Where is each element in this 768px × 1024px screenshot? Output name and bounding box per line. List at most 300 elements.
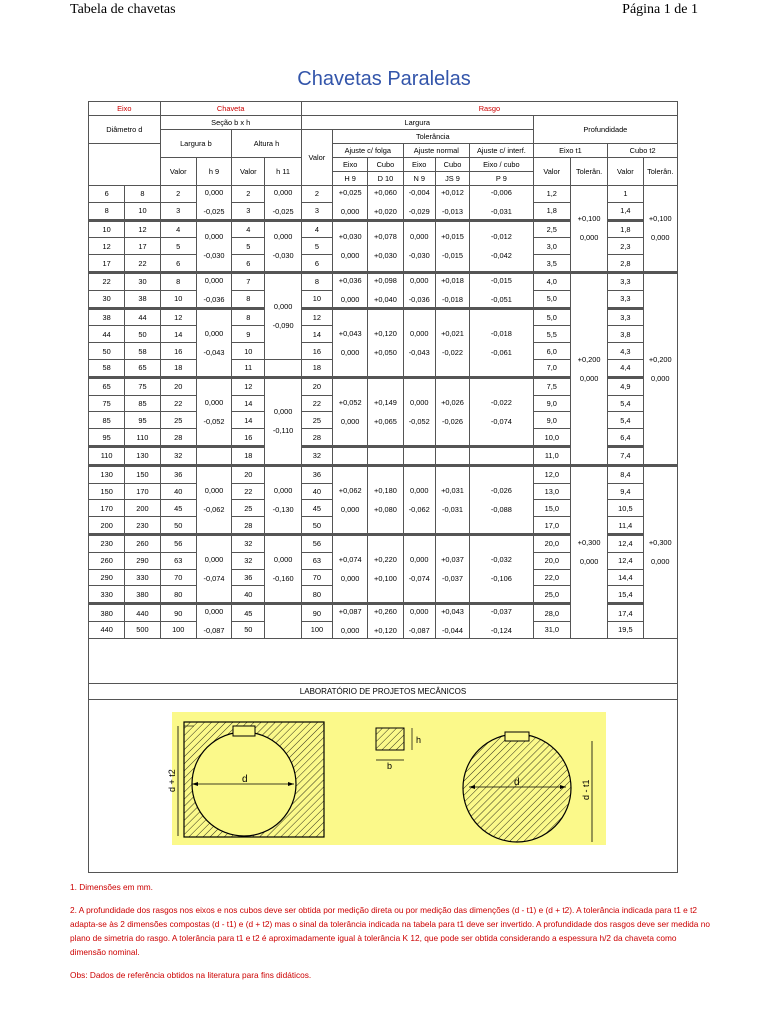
diameter-to: 130 [125,446,160,465]
tol-n9 [403,220,435,272]
header-largura-b: Largura b [160,130,232,158]
tol-js9 [435,220,469,272]
tol-n9-upper: 0,000 [409,276,429,286]
key-height-h: 5 [232,238,265,255]
header-valor-rasgo: Valor [301,130,332,186]
key-width-b: 56 [160,534,196,552]
diameter-from: 38 [89,308,125,326]
tol-h11-empty [265,604,301,639]
tol-p9-lower: -0,031 [490,207,512,217]
tol-p9-lower: -0,106 [490,574,512,584]
tol-js9-upper: +0,031 [441,485,464,495]
tol-h9-lower: -0,074 [203,574,225,584]
tol-p9-upper: -0,012 [490,232,512,242]
slot-width: 6 [301,255,332,273]
depth-t1: 2,5 [533,220,570,238]
header-P9: P 9 [470,172,534,186]
tol-t1-lower: 0,000 [579,373,599,383]
header-h11: h 11 [265,158,301,186]
key-height-h: 9 [232,326,265,343]
key-width-b: 36 [160,465,196,483]
diameter-to: 500 [125,621,160,638]
tol-p9-lower: -0,051 [490,295,512,305]
tol-js9-upper: +0,026 [441,397,464,407]
tol-p9 [470,308,534,377]
tol-d10-lower: +0,050 [374,347,397,357]
tol-h11-lower: -0,030 [272,251,294,261]
diameter-to: 330 [125,569,160,586]
diameter-from: 95 [89,429,125,447]
tol-d10-lower: +0,065 [374,416,397,426]
diameter-from: 380 [89,604,125,622]
diameter-from: 17 [89,255,125,273]
page-number: Página 1 de 1 [622,2,698,17]
key-width-b: 8 [160,272,196,290]
key-height-h: 28 [232,517,265,535]
depth-t1: 13,0 [533,483,570,500]
tol-h9 [333,534,368,603]
tol-h11-lower: -0,130 [272,504,294,514]
drawing-panel [167,712,606,845]
header-diametro: Diâmetro d [89,116,161,144]
depth-t1: 3,5 [533,255,570,273]
tol-h9 [333,465,368,534]
tol-h11-empty [265,359,301,377]
diameter-to: 38 [125,290,160,308]
page-title: Chavetas Paralelas [297,68,471,90]
slot-width: 80 [301,586,332,604]
header-tolerancia: Tolerância [333,130,534,144]
tol-h9-upper: +0,043 [338,328,362,338]
tol-t1-lower: 0,000 [579,557,599,567]
depth-t1: 31,0 [533,621,570,638]
tol-h9-lower: 0,000 [340,626,360,636]
tol-h9-upper: 0,000 [204,232,224,242]
label-hub-d: d [242,774,248,785]
depth-t1: 20,0 [533,534,570,552]
depth-t2: 1,8 [608,220,643,238]
tol-d10-upper: +0,260 [374,607,397,617]
tol-h9-upper: +0,036 [338,276,362,286]
header-eixo-folga: Eixo [333,158,368,172]
tol-js9-upper: +0,043 [441,607,464,617]
depth-t2: 19,5 [608,621,643,638]
tol-js9-lower: -0,022 [442,347,463,357]
diameter-from: 130 [89,465,125,483]
depth-t1: 20,0 [533,552,570,569]
label-b: b [387,761,393,771]
tol-h9-lower: -0,043 [203,347,225,357]
header-eixo: Eixo [89,102,161,116]
slot-width: 100 [301,621,332,638]
key-width-b: 63 [160,552,196,569]
diameter-from: 260 [89,552,125,569]
key-width-b: 90 [160,604,196,622]
slot-width: 50 [301,517,332,535]
diameter-from: 170 [89,500,125,517]
tol-p9-lower: -0,042 [490,251,512,261]
tol-p9-lower: -0,061 [490,347,512,357]
key-width-b: 22 [160,395,196,412]
tol-js9-upper: +0,012 [441,188,464,198]
depth-t2: 1 [608,186,643,203]
header-ajuste-folga: Ajuste c/ folga [333,144,404,158]
key-width-b: 18 [160,359,196,377]
diameter-to: 230 [125,517,160,535]
diameter-to: 380 [125,586,160,604]
header-cubo-normal: Cubo [435,158,469,172]
tol-h11 [265,186,301,221]
tol-p9 [470,534,534,603]
tol-n9-lower: -0,074 [408,574,430,584]
diameter-from: 58 [89,359,125,377]
tol-d10-lower: +0,080 [374,504,397,514]
header-D10: D 10 [368,172,403,186]
slot-width: 36 [301,465,332,483]
header-cubo-t2: Cubo t2 [608,144,678,158]
key-width-b: 16 [160,343,196,360]
key-height-h: 36 [232,569,265,586]
key-width-b: 32 [160,446,196,465]
tol-t1 [570,272,607,465]
key-drawing [376,728,412,760]
tol-p9 [470,604,534,639]
tol-js9-lower: -0,044 [442,626,463,636]
tol-h9-lower: -0,087 [203,626,225,636]
tol-n9-lower: -0,036 [408,295,430,305]
slot-width: 70 [301,569,332,586]
tol-h11-upper: 0,000 [273,232,293,242]
tol-d10-upper: +0,120 [374,328,397,338]
tol-h11-lower: -0,160 [272,574,294,584]
header-h9: h 9 [196,158,231,186]
diameter-to: 95 [125,412,160,429]
depth-t2: 7,4 [608,446,643,465]
slot-width: 5 [301,238,332,255]
tol-n9-lower: -0,029 [408,207,430,217]
key-height-h: 8 [232,308,265,326]
key-height-h: 14 [232,412,265,429]
tol-js9-lower: -0,013 [442,207,463,217]
shaft-drawing [463,732,592,842]
tol-d10 [368,308,403,377]
key-width-b: 20 [160,377,196,395]
key-width-b: 40 [160,483,196,500]
diameter-to: 440 [125,604,160,622]
tol-h9-upper: 0,000 [204,276,224,286]
diameter-to: 22 [125,255,160,273]
tol-h9-upper: 0,000 [204,188,224,198]
header-eixo-cubo: Eixo / cubo [470,158,534,172]
tol-t2-upper: +0,100 [648,214,672,224]
depth-t2: 4,3 [608,343,643,360]
tol-js9-lower: -0,026 [442,416,463,426]
tol-js9-upper: +0,015 [441,232,464,242]
tol-js9 [435,186,469,221]
tol-n9 [403,534,435,603]
tol-d10 [368,534,403,603]
tol-n9 [403,604,435,639]
tol-js9 [435,308,469,377]
notes [70,880,710,991]
tol-h9-empty [333,446,368,465]
key-height-h: 20 [232,465,265,483]
tol-js9-upper: +0,021 [441,328,464,338]
slot-width: 32 [301,446,332,465]
depth-t2: 15,4 [608,586,643,604]
diameter-to: 12 [125,220,160,238]
tol-t2 [643,465,677,638]
depth-t2: 2,8 [608,255,643,273]
depth-t2: 2,3 [608,238,643,255]
tol-d10-upper: +0,180 [374,485,397,495]
tol-n9 [403,465,435,534]
tol-d10-upper: +0,220 [374,555,397,565]
key-width-b: 45 [160,500,196,517]
tol-d10-upper: +0,149 [374,397,397,407]
tol-js9 [435,465,469,534]
diameter-to: 290 [125,552,160,569]
tol-h9-upper: +0,052 [338,397,362,407]
header-ajuste-interf: Ajuste c/ interf. [470,144,534,158]
key-width-b: 80 [160,586,196,604]
diameter-from: 30 [89,290,125,308]
slot-width: 45 [301,500,332,517]
depth-t2: 12,4 [608,534,643,552]
tol-d10-upper: +0,060 [374,188,397,198]
tol-d10-upper: +0,078 [374,232,397,242]
depth-t1: 4,0 [533,272,570,290]
diameter-to: 110 [125,429,160,447]
depth-t2: 4,9 [608,377,643,395]
header-N9: N 9 [403,172,435,186]
tol-d10 [368,220,403,272]
tol-n9-lower: -0,043 [408,347,430,357]
header-tol-t1: Tolerân. [570,158,607,186]
tol-t1-upper: +0,200 [577,354,601,364]
depth-t2: 5,4 [608,412,643,429]
tol-p9 [470,377,534,446]
key-width-b: 50 [160,517,196,535]
key-height-h: 40 [232,586,265,604]
header-secao: Seção b x h [160,116,301,130]
tol-h9-upper: +0,030 [338,232,362,242]
diameter-to: 58 [125,343,160,360]
header-largura: Largura [301,116,533,130]
tol-t2-upper: +0,200 [648,354,672,364]
diameter-from: 110 [89,446,125,465]
tol-js9-empty [435,446,469,465]
tol-n9-upper: 0,000 [409,328,429,338]
tol-h9 [333,377,368,446]
key-height-h: 10 [232,343,265,360]
depth-t2: 17,4 [608,604,643,622]
slot-width: 22 [301,395,332,412]
tol-h11-upper: 0,000 [273,188,293,198]
key-width-b: 3 [160,202,196,220]
key-height-h: 11 [232,359,265,377]
depth-t2: 3,3 [608,308,643,326]
key-width-b: 14 [160,326,196,343]
tol-h9-lower: -0,052 [203,416,225,426]
depth-t1: 22,0 [533,569,570,586]
diameter-to: 85 [125,395,160,412]
diameter-to: 75 [125,377,160,395]
tol-n9 [403,272,435,308]
tol-n9-upper: 0,000 [409,397,429,407]
key-width-b: 100 [160,621,196,638]
tol-d10-lower: +0,030 [374,251,397,261]
tol-h9-lower: -0,036 [203,295,225,305]
tol-n9-lower: -0,062 [408,504,430,514]
diameter-from: 150 [89,483,125,500]
tol-h9-upper: 0,000 [204,328,224,338]
key-height-h: 14 [232,395,265,412]
depth-t2: 8,4 [608,465,643,483]
tol-p9 [470,186,534,221]
tol-h9 [196,272,231,308]
tol-h11 [265,377,301,465]
tol-js9 [435,534,469,603]
tol-h9-lower: 0,000 [340,416,360,426]
depth-t1: 9,0 [533,395,570,412]
tol-js9 [435,377,469,446]
slot-width: 12 [301,308,332,326]
header-cubo-folga: Cubo [368,158,403,172]
tol-n9-upper: 0,000 [409,485,429,495]
tol-js9-lower: -0,037 [442,574,463,584]
note-obs: Obs: Dados de referência obtidos na literatura para fins didáticos. [70,970,312,980]
header-JS9: JS 9 [435,172,469,186]
diameter-to: 200 [125,500,160,517]
header-valor-b: Valor [160,158,196,186]
tol-h9-lower: 0,000 [340,347,360,357]
depth-t2: 6,4 [608,429,643,447]
depth-t2: 5,4 [608,395,643,412]
tol-t2-upper: +0,300 [648,538,672,548]
tol-d10 [368,465,403,534]
tol-js9 [435,604,469,639]
tol-p9-upper: -0,032 [490,555,512,565]
tol-t1-upper: +0,100 [577,214,601,224]
tol-t2-lower: 0,000 [651,557,670,567]
header-eixo-normal: Eixo [403,158,435,172]
tol-d10 [368,272,403,308]
tol-n9 [403,377,435,446]
tol-h9-empty [196,446,231,465]
tol-h9 [196,308,231,377]
slot-width: 14 [301,326,332,343]
depth-t1: 11,0 [533,446,570,465]
tol-n9-upper: 0,000 [409,555,429,565]
tol-p9-lower: -0,074 [490,416,512,426]
hub-drawing [178,722,324,837]
tol-h9-lower: -0,030 [203,251,225,261]
tol-n9 [403,186,435,221]
label-d-plus-t2: d + t2 [167,769,177,792]
tol-t2 [643,186,677,273]
header-diametro-spacer [89,144,161,186]
depth-t2: 3,3 [608,272,643,290]
tol-p9-upper: -0,018 [490,328,512,338]
depth-t1: 6,0 [533,343,570,360]
depth-t2: 12,4 [608,552,643,569]
header-valor-h: Valor [232,158,265,186]
key-height-h: 12 [232,377,265,395]
tol-h9 [333,604,368,639]
tol-d10-upper: +0,098 [374,276,397,286]
tol-t1 [570,186,607,273]
header-H9: H 9 [333,172,368,186]
tol-p9-lower: -0,124 [490,626,512,636]
table-row [89,465,678,483]
depth-t1: 1,2 [533,186,570,203]
slot-width: 8 [301,272,332,290]
diameter-from: 85 [89,412,125,429]
tol-h9 [333,220,368,272]
tol-h9 [196,534,231,603]
diameter-to: 150 [125,465,160,483]
slot-width: 3 [301,202,332,220]
tol-h9-upper: 0,000 [204,607,224,617]
diameter-to: 260 [125,534,160,552]
tol-t1-lower: 0,000 [579,233,599,243]
key-height-h: 4 [232,220,265,238]
tol-h9-upper: 0,000 [204,397,224,407]
tol-p9 [470,272,534,308]
depth-t2: 14,4 [608,569,643,586]
key-width-b: 2 [160,186,196,203]
tol-d10-empty [368,446,403,465]
diameter-from: 200 [89,517,125,535]
diameter-from: 6 [89,186,125,203]
label-shaft-d: d [514,777,520,788]
key-width-b: 12 [160,308,196,326]
depth-t2: 3,3 [608,290,643,308]
diameter-from: 22 [89,272,125,290]
tol-n9-lower: -0,052 [408,416,430,426]
tol-h9-lower: 0,000 [340,504,360,514]
diameter-to: 30 [125,272,160,290]
tol-n9-upper: 0,000 [409,607,429,617]
tol-t2-lower: 0,000 [651,373,670,383]
header-rasgo: Rasgo [301,102,677,116]
slot-width: 2 [301,186,332,203]
key-width-b: 70 [160,569,196,586]
header-tol-t2: Tolerân. [643,158,677,186]
slot-width: 63 [301,552,332,569]
depth-t1: 5,5 [533,326,570,343]
tol-h11-upper: 0,000 [273,407,293,417]
tol-h11-upper: 0,000 [273,485,293,495]
key-width-b: 5 [160,238,196,255]
tol-h11 [265,272,301,359]
tol-h11-lower: -0,090 [272,321,294,331]
header-ajuste-normal: Ajuste normal [403,144,470,158]
diameter-from: 50 [89,343,125,360]
depth-t2: 1,4 [608,202,643,220]
depth-t1: 12,0 [533,465,570,483]
drawing-svg [167,712,606,845]
depth-t1: 1,8 [533,202,570,220]
diameter-to: 65 [125,359,160,377]
slot-width: 90 [301,604,332,622]
header-chaveta: Chaveta [160,102,301,116]
tol-h11-lower: -0,110 [272,426,294,436]
tol-p9-upper: -0,015 [490,276,512,286]
header-eixo-t1: Eixo t1 [533,144,608,158]
tol-h9 [196,186,231,221]
